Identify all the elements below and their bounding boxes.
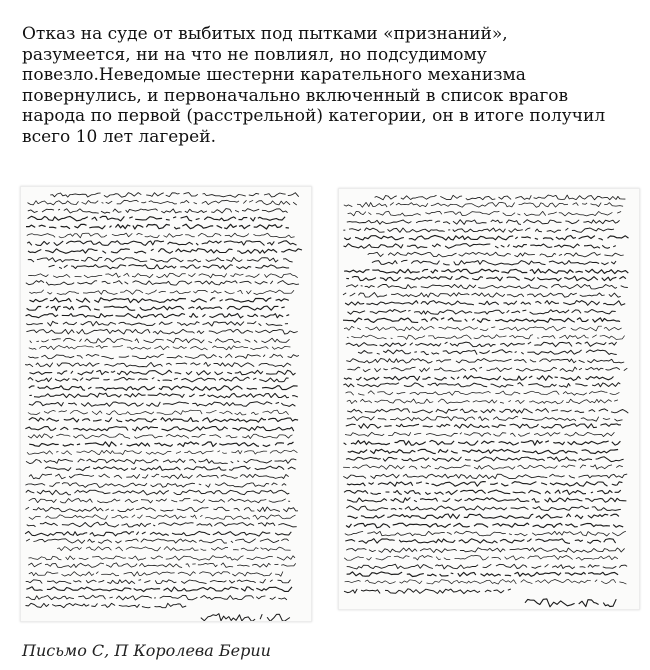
right-handwriting-line-1 [375,195,626,200]
left-handwriting-line-48 [29,572,286,577]
left-handwriting-line-16 [26,313,294,318]
intro-line-5: народа по первой (расстрельной) категории, он в итоге получил [22,106,606,126]
letter-page-left [20,186,312,622]
left-handwriting-line-21 [28,354,299,359]
right-handwriting-line-32 [348,449,618,454]
right-handwriting-line-46 [347,564,632,569]
left-handwriting-line-50 [26,587,292,592]
right-handwriting-line-13 [343,293,621,298]
right-handwriting-line-43 [345,539,615,544]
right-handwriting-line-23 [344,376,614,381]
intro-line-4: повернулись, и первоначально включенный в список врагов [22,85,569,106]
right-handwriting-line-49 [344,589,511,594]
right-handwriting-line-22 [347,367,627,372]
right-handwriting-line-21 [346,359,624,364]
right-handwriting-line-47 [347,572,618,577]
right-handwriting-line-45 [344,555,622,560]
right-handwriting-line-33 [346,457,626,462]
letter-page-right [338,188,640,610]
left-handwriting-line-18 [26,329,297,334]
right-handwriting-line-5 [343,228,614,233]
left-handwriting-line-1 [50,193,302,198]
right-handwriting-line-8 [368,252,624,257]
left-handwriting-line-11 [28,273,298,278]
right-handwriting-line-34 [343,465,623,470]
left-handwriting-line-52 [26,603,187,608]
left-handwriting-line-29 [29,418,301,423]
left-handwriting-line-51 [26,595,287,600]
image-caption: Письмо С, П Королева Берии [22,641,271,660]
right-handwriting-line-28 [347,416,623,421]
right-handwriting-line-48 [345,580,627,585]
left-handwriting-line-13 [29,290,298,295]
left-handwriting-line-5 [26,224,289,229]
left-handwriting-line-22 [25,362,291,367]
right-handwriting-line-36 [347,482,623,487]
left-handwriting-line-40 [26,507,299,512]
right-handwriting-line-27 [347,409,628,414]
handwritten-letter-image [14,186,636,628]
right-handwriting-line-29 [346,424,621,429]
right-handwriting-line-12 [346,284,628,289]
left-handwriting-line-30 [25,426,293,431]
left-handwriting-line-46 [29,556,296,561]
left-handwriting-line-9 [28,257,293,262]
intro-line-1: Отказ на суде от выбитых под пытками «признаний», [22,24,508,44]
left-handwriting-line-31 [28,434,297,439]
right-handwriting-line-25 [346,391,620,396]
left-handwriting-line-24 [28,377,289,382]
intro-line-2: разумеется, ни на что не повлиял, но подсудимому [22,44,487,65]
handwriting-scan-right [339,189,639,609]
left-handwriting-line-42 [27,522,297,527]
left-handwriting-line-23 [30,370,300,375]
right-handwriting-line-20 [358,350,617,355]
left-handwriting-signature [201,614,290,621]
left-handwriting-line-2 [28,200,297,205]
left-handwriting-line-41 [29,515,296,520]
left-handwriting-line-28 [28,410,289,415]
right-handwriting-line-31 [344,440,624,445]
article-intro [22,24,632,147]
left-handwriting-line-3 [28,209,288,214]
left-handwriting-line-17 [26,321,288,326]
right-handwriting-line-39 [346,506,621,511]
left-handwriting-line-26 [29,393,302,398]
left-handwriting-line-7 [27,241,296,246]
right-handwriting-line-18 [347,335,625,340]
left-handwriting-line-39 [29,498,290,503]
left-handwriting-line-32 [29,442,297,447]
left-handwriting-line-15 [27,306,289,311]
right-handwriting-line-44 [346,548,624,553]
left-handwriting-line-25 [29,386,298,391]
right-handwriting-line-17 [344,326,626,331]
left-handwriting-line-38 [26,490,292,495]
left-handwriting-line-44 [26,539,292,544]
left-handwriting-line-14 [30,298,292,303]
right-handwriting-line-4 [347,220,620,225]
left-handwriting-line-19 [30,338,290,343]
right-handwriting-line-16 [343,318,625,323]
left-handwriting-line-45 [57,547,295,552]
right-handwriting-line-9 [372,260,616,265]
left-handwriting-line-43 [25,531,294,536]
right-handwriting-line-7 [344,244,616,249]
left-handwriting-line-33 [27,450,302,455]
right-handwriting-line-37 [344,490,621,495]
left-handwriting-line-4 [28,216,288,221]
left-handwriting-line-36 [29,474,289,479]
right-handwriting-line-24 [343,383,620,388]
left-handwriting-line-35 [45,466,296,471]
left-handwriting-line-10 [49,265,293,270]
handwriting-scan-left [21,187,311,621]
right-handwriting-line-41 [346,523,628,528]
left-handwriting-line-20 [29,346,291,350]
right-handwriting-line-14 [345,301,625,306]
right-handwriting-line-6 [344,235,628,240]
right-handwriting-line-30 [345,432,614,436]
right-handwriting-line-15 [348,310,616,315]
intro-line-6: всего 10 лет лагерей. [22,126,216,147]
left-handwriting-line-47 [28,563,298,568]
intro-line-3: повезло.Неведомые шестерни карательного механизма [22,65,526,85]
right-handwriting-line-3 [348,211,625,216]
left-handwriting-line-34 [26,459,299,464]
right-handwriting-line-10 [344,269,632,274]
left-handwriting-line-37 [25,483,286,488]
right-handwriting-line-2 [344,202,623,207]
left-handwriting-line-49 [26,579,291,584]
left-handwriting-line-12 [26,281,304,286]
right-handwriting-line-35 [343,474,632,479]
right-handwriting-line-19 [346,342,619,347]
right-handwriting-line-11 [346,276,626,281]
left-handwriting-line-8 [28,249,302,254]
left-handwriting-line-6 [27,233,295,238]
right-handwriting-line-26 [347,399,622,404]
left-handwriting-line-27 [29,402,296,407]
right-handwriting-line-38 [347,498,626,503]
right-handwriting-line-42 [345,531,630,536]
right-handwriting-line-40 [348,514,619,519]
right-handwriting-signature [525,599,619,607]
